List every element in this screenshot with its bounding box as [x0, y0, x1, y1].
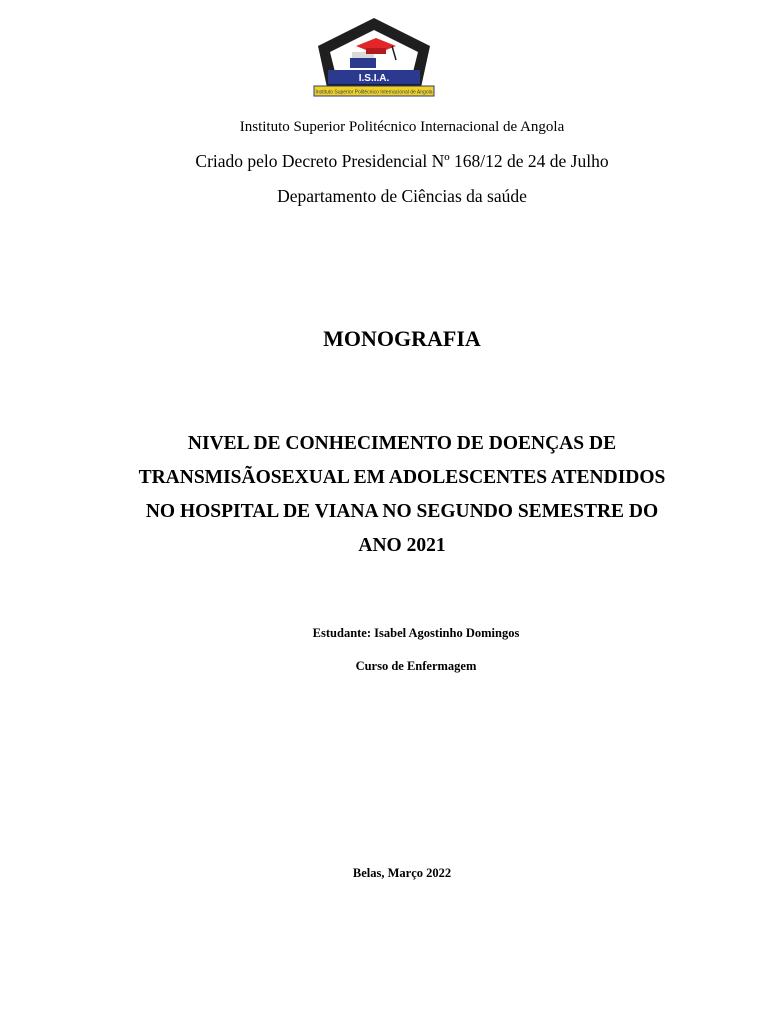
document-type-heading: MONOGRAFIA [323, 326, 481, 351]
title-line: NO HOSPITAL DE VIANA NO SEGUNDO SEMESTRE DO [145, 501, 659, 522]
institution-name: Instituto Superior Politécnico Internacional de Angola [239, 119, 565, 135]
student-name: Estudante: Isabel Agostinho Domingos [312, 626, 520, 640]
logo-acronym: I.S.I.A. [358, 73, 390, 84]
department-name: Departamento de Ciências da saúde [277, 186, 527, 206]
title-line: NIVEL DE CONHECIMENTO DE DOENÇAS DE [187, 433, 617, 454]
isia-logo [312, 12, 436, 100]
logo-cap-base [366, 48, 386, 54]
logo-banner-text: Instituto Superior Politécnico Internacional de Angola [315, 89, 433, 96]
place-date: Belas, Março 2022 [352, 866, 452, 880]
title-line: TRANSMISÃOSEXUAL EM ADOLESCENTES ATENDIDOS [138, 467, 666, 488]
thesis-title [0, 427, 768, 563]
title-line: ANO 2021 [358, 535, 446, 556]
course-name: Curso de Enfermagem [355, 659, 477, 673]
logo-book [350, 58, 376, 68]
decree-line: Criado pelo Decreto Presidencial Nº 168/12 de 24 de Julho [195, 151, 609, 171]
